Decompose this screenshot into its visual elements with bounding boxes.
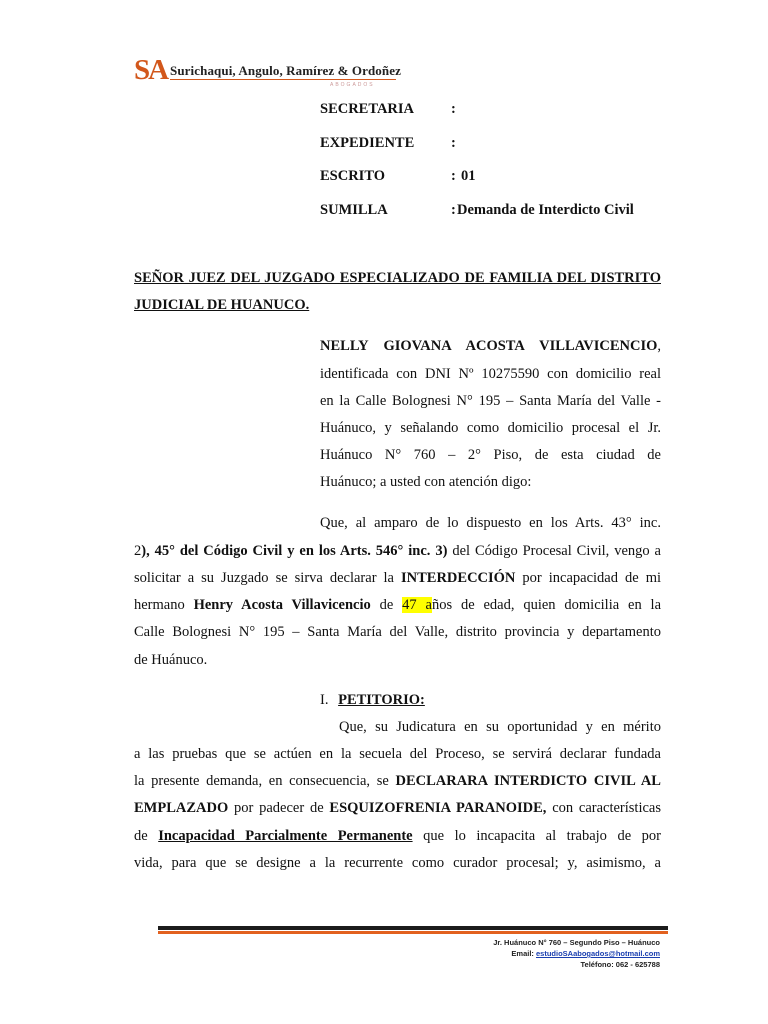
para1-line-5: Calle Bolognesi N° 195 – Santa María del Valle, distrito provincia y departamento bbox=[134, 624, 661, 640]
intro-line-3: en la Calle Bolognesi N° 195 – Santa María del Valle - bbox=[320, 393, 661, 409]
footer-email-label: Email: bbox=[511, 949, 536, 958]
para1-text: del Código Procesal Civil, vengo a bbox=[447, 543, 661, 559]
secretaria-label: SECRETARIA bbox=[320, 101, 415, 117]
petitorio-bold-text: DECLARARA INTERDICTO CIVIL AL bbox=[395, 773, 661, 789]
para1-text: ), 45° del Código Civil y en los Arts. 546° inc. 3 bbox=[141, 543, 443, 559]
intro-line-5: Huánuco N° 760 – 2° Piso, de esta ciudad de bbox=[320, 447, 661, 463]
section-title: PETITORIO: bbox=[338, 692, 425, 708]
escrito-colon: : bbox=[451, 168, 456, 184]
intro-comma: , bbox=[657, 338, 661, 354]
expediente-label: EXPEDIENTE bbox=[320, 135, 415, 151]
firm-name: Surichaqui, Angulo, Ramírez & Ordoñez bbox=[170, 63, 401, 78]
addressee-line-2: JUDICIAL DE HUANUCO. bbox=[134, 297, 310, 313]
petitorio-line-3 bbox=[134, 771, 661, 791]
secretaria-colon: : bbox=[451, 101, 456, 117]
para1-text: por incapacidad de mi bbox=[515, 570, 661, 586]
petitorio-text: con características bbox=[546, 800, 662, 816]
para1-line-3 bbox=[134, 568, 661, 588]
intro-line-2: identificada con DNI Nº 10275590 con domicilio real bbox=[320, 366, 661, 382]
para1-line-1: Que, al amparo de lo dispuesto en los Arts. 43° inc. bbox=[320, 515, 661, 531]
para1-text: 2 bbox=[134, 543, 142, 559]
petitorio-line-5 bbox=[134, 826, 661, 846]
para1-line-2 bbox=[134, 541, 661, 561]
footer-email-link[interactable]: estudioSAabogados@hotmail.com bbox=[536, 949, 660, 958]
para1-text: de bbox=[370, 597, 403, 613]
petitorio-bold-text: EMPLAZADO bbox=[134, 800, 229, 816]
escrito-label: ESCRITO bbox=[320, 168, 386, 184]
sumilla-colon: : bbox=[451, 202, 456, 218]
interdiction-term: INTERDECCIÓN bbox=[401, 570, 516, 586]
petitorio-text: la presente demanda, en consecuencia, se bbox=[134, 773, 396, 789]
intro-line-4: Huánuco, y señalando como domicilio procesal el Jr. bbox=[320, 420, 661, 436]
incapacity-type: Incapacidad Parcialmente Permanente bbox=[158, 828, 413, 844]
para1-text: hermano bbox=[134, 597, 194, 613]
para1-text: ) bbox=[442, 543, 448, 559]
firm-tagline: ABOGADOS bbox=[330, 82, 375, 88]
intro-line-6: Huánuco; a usted con atención digo: bbox=[320, 474, 532, 490]
petitorio-text: de bbox=[134, 828, 159, 844]
footer-email bbox=[511, 948, 660, 959]
petitorio-line-6: vida, para que se designe a la recurrente como curador procesal; y, asimismo, a bbox=[134, 855, 661, 871]
logo-rule bbox=[170, 79, 396, 80]
footer-rule-orange bbox=[158, 931, 668, 934]
expediente-colon: : bbox=[451, 135, 456, 151]
petitorio-line-4 bbox=[134, 798, 661, 818]
intro-line-1 bbox=[320, 336, 661, 356]
petitorio-text: que lo incapacita al trabajo de por bbox=[412, 828, 661, 844]
respondent-name: Henry Acosta Villavicencio bbox=[193, 597, 371, 613]
section-number: I. bbox=[320, 692, 329, 708]
escrito-value: 01 bbox=[461, 168, 476, 184]
sumilla-value: Demanda de Interdicto Civil bbox=[457, 202, 634, 218]
footer-address: Jr. Huánuco N° 760 – Segundo Piso – Huánuco bbox=[493, 938, 660, 947]
para1-text: solicitar a su Juzgado se sirva declarar la bbox=[134, 570, 401, 586]
section-petitorio-heading bbox=[320, 690, 425, 710]
para1-line-6: de Huánuco. bbox=[134, 652, 208, 668]
petitorio-text: por padecer de bbox=[228, 800, 330, 816]
diagnosis: ESQUIZOFRENIA PARANOIDE, bbox=[329, 800, 547, 816]
logo-mark: SA bbox=[134, 54, 168, 86]
addressee-line-1: SEÑOR JUEZ DEL JUZGADO ESPECIALIZADO DE FAMILIA DEL DISTRITO bbox=[134, 270, 661, 286]
para1-line-4 bbox=[134, 595, 661, 615]
footer-rule-dark bbox=[158, 926, 668, 930]
para1-text: ños de edad, quien domicilia en la bbox=[431, 597, 662, 613]
petitorio-line-2: a las pruebas que se actúen en la secuela del Proceso, se servirá declarar fundada bbox=[134, 746, 661, 762]
petitorio-line-1: Que, su Judicatura en su oportunidad y en mérito bbox=[339, 719, 661, 735]
petitioner-name: NELLY GIOVANA ACOSTA VILLAVICENCIO bbox=[320, 338, 658, 354]
footer-phone: Teléfono: 062 - 625788 bbox=[580, 960, 660, 969]
highlighted-age: 47 a bbox=[402, 597, 432, 613]
sumilla-label: SUMILLA bbox=[320, 202, 388, 218]
